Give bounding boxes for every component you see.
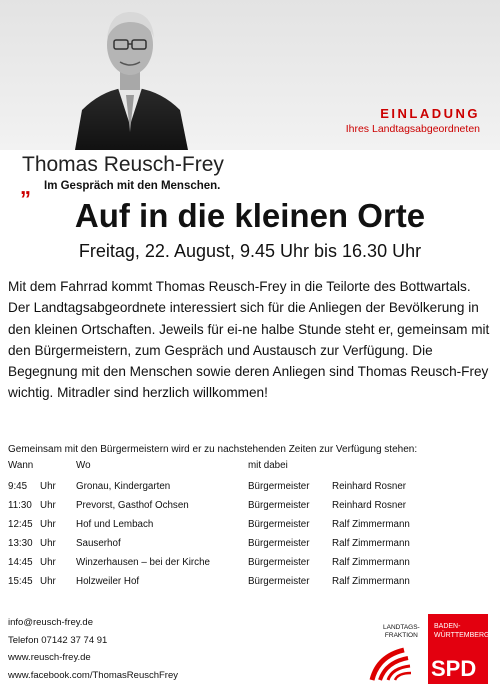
header-when: Wann (8, 460, 34, 471)
row-role: Bürgermeister (248, 576, 310, 587)
schedule-intro: Gemeinsam mit den Bürgermeistern wird er zu nachstehenden Zeiten zur Verfügung stehen: (8, 444, 418, 455)
invitation-title: EINLADUNG (380, 106, 480, 121)
row-place: Hof und Lembach (76, 519, 154, 530)
row-time: 15:45 (8, 576, 33, 587)
invitation-subtitle: Ihres Landtagsabgeordneten (345, 123, 480, 135)
table-row (8, 496, 410, 515)
row-time: 13:30 (8, 538, 33, 549)
spd-region-line2: WÜRTTEMBERG (434, 632, 490, 639)
row-person: Reinhard Rosner (332, 500, 407, 511)
row-unit: Uhr (40, 500, 56, 511)
row-role: Bürgermeister (248, 538, 310, 549)
event-headline: Auf in die kleinen Orte (74, 197, 426, 234)
row-time: 11:30 (8, 500, 32, 511)
row-time: 9:45 (8, 481, 28, 492)
website-link[interactable]: www.reusch-frey.de (8, 652, 91, 663)
schedule-table (8, 460, 410, 591)
slogan: Im Gespräch mit den Menschen. (44, 180, 221, 192)
row-role: Bürgermeister (248, 557, 310, 568)
fraktion-label-line2: FRAKTION (384, 632, 418, 639)
row-unit: Uhr (40, 576, 56, 587)
event-description: Mit dem Fahrrad kommt Thomas Reusch-Frey in die Teilorte des Bottwartals. Der Landtagsabgeordnete interessiert sich für die Anliegen der Bevölkerung in den kleinen Ortschaften. Jeweils für ei-ne halbe Stunde steht er, gemeinsam mit den Bürgermeistern, zum Gespräch und Austausch zur Verfügung. Die Begegnung mit den Menschen sowie deren Anliegen sind Thomas Reusch-Frey wichtig. Mitradler sind herzlich willkommen! (8, 279, 490, 401)
row-person: Ralf Zimmermann (332, 557, 410, 568)
table-row (8, 477, 410, 496)
row-role: Bürgermeister (248, 519, 310, 530)
row-place: Sauserhof (76, 538, 121, 549)
row-person: Ralf Zimmermann (332, 538, 410, 549)
fraktion-label-line1: LANDTAGS- (383, 624, 420, 631)
facebook-link[interactable]: www.facebook.com/ThomasReuschFrey (8, 669, 179, 681)
row-place: Holzweiler Hof (76, 576, 140, 587)
header-with: mit dabei (248, 460, 288, 471)
fraktion-label (383, 624, 420, 640)
event-date: Freitag, 22. August, 9.45 Uhr bis 16.30 Uhr (78, 241, 422, 261)
row-place: Winzerhausen – bei der Kirche (76, 557, 210, 568)
table-row (8, 515, 410, 534)
header-where: Wo (76, 460, 91, 471)
table-row (8, 534, 410, 553)
row-unit: Uhr (40, 519, 56, 530)
spd-region-label (434, 622, 489, 640)
quote-mark-icon: „ (20, 174, 31, 199)
row-time: 14:45 (8, 557, 33, 568)
row-person: Reinhard Rosner (332, 481, 407, 492)
row-unit: Uhr (40, 538, 56, 549)
row-role: Bürgermeister (248, 500, 310, 511)
politician-name: Thomas Reusch-Frey (22, 153, 224, 176)
row-role: Bürgermeister (248, 481, 310, 492)
table-row (8, 572, 410, 591)
spd-logo (428, 614, 488, 684)
row-unit: Uhr (40, 481, 56, 492)
email-link[interactable]: info@reusch-frey.de (8, 617, 93, 628)
row-place: Prevorst, Gasthof Ochsen (76, 500, 189, 511)
spd-wordmark: SPD (431, 656, 477, 681)
row-person: Ralf Zimmermann (332, 519, 410, 530)
schedule-header-row (8, 460, 410, 477)
contact-block (8, 614, 178, 684)
row-place: Gronau, Kindergarten (76, 481, 171, 492)
spd-region-line1: BADEN- (434, 623, 461, 630)
row-time: 12:45 (8, 519, 33, 530)
row-unit: Uhr (40, 557, 56, 568)
invitation-label (346, 106, 480, 135)
table-row (8, 553, 410, 572)
phone-number: Telefon 07142 37 74 91 (8, 634, 108, 646)
portrait-photo (70, 0, 190, 150)
row-person: Ralf Zimmermann (332, 576, 410, 587)
